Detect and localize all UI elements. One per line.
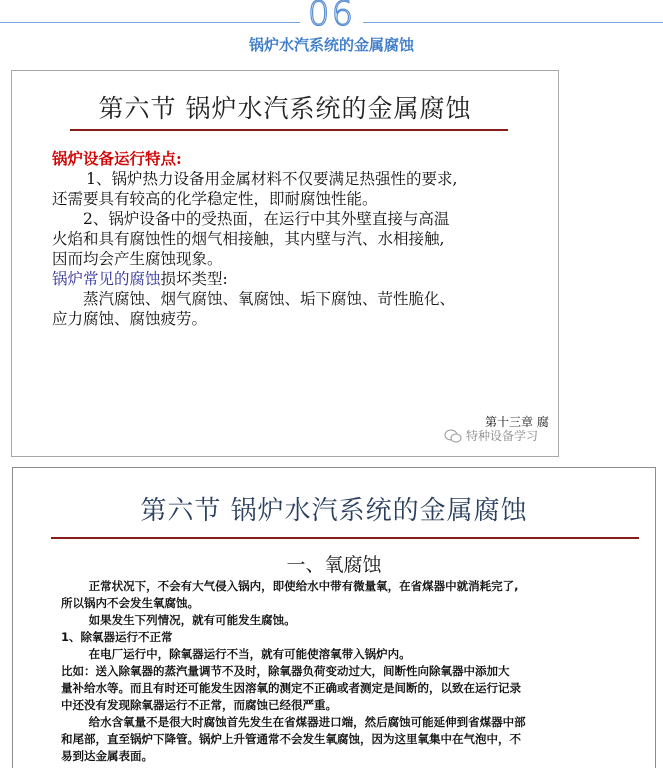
slide1-para1-line2: 还需要具有较高的化学稳定性，即耐腐蚀性能。 <box>52 190 378 208</box>
slide1-para2-line2: 火焰和具有腐蚀性的烟气相接触，其内壁与汽、水相接触, <box>52 230 445 248</box>
slide2-p1-line2: 所以锅内不会发生氧腐蚀。 <box>61 596 199 610</box>
slide2-p2: 如果发生下列情况，就有可能发生腐蚀。 <box>88 613 296 627</box>
slide1-types-heading <box>52 269 542 289</box>
slide1-title: 第六节 锅炉水汽系统的金属腐蚀 <box>98 94 472 123</box>
slide2-item1: 1、除氧器运行不正常 <box>61 630 173 644</box>
slide2-p3: 在电厂运行中，除氧器运行不当，就有可能使溶氧带入锅炉内。 <box>88 647 411 661</box>
slide1-types-line1: 蒸汽腐蚀、烟气腐蚀、氧腐蚀、垢下腐蚀、苛性脆化、 <box>83 290 456 308</box>
slide1-body <box>52 149 542 329</box>
slide-image-1 <box>11 70 559 457</box>
slide2-p5-line3: 易到达金属表面。 <box>61 749 153 763</box>
slide1-title-rule <box>70 129 508 131</box>
slide2-title: 第六节 锅炉水汽系统的金属腐蚀 <box>140 496 528 526</box>
slide1-heading: 锅炉设备运行特点: <box>52 149 182 168</box>
watermark-text: 特种设备学习 <box>466 429 539 443</box>
slide1-para2-line1: 2、锅炉设备中的受热面，在运行中其外壁直接与高温 <box>83 210 450 228</box>
article-header <box>0 0 663 62</box>
section-number: 06 <box>307 0 356 34</box>
slide2-p1-line1: 正常状况下，不会有大气侵入锅内，即使给水中带有微量氧，在省煤器中就消耗完了, <box>88 579 519 593</box>
slide1-para1-line1: 1、锅炉热力设备用金属材料不仅要满足热强性的要求, <box>86 170 458 188</box>
slide1-types-suffix: 损坏类型: <box>160 270 228 288</box>
slide1-para2-line3: 因而均会产生腐蚀现象。 <box>52 250 223 268</box>
watermark <box>444 427 538 444</box>
slide2-p5-line2: 和尾部，直至锅炉下降管。锅炉上升管通常不会发生氧腐蚀，因为这里氧集中在气泡中，不 <box>61 732 521 746</box>
slide2-p5-line1: 给水含氧量不是很大时腐蚀首先发生在省煤器进口端，然后腐蚀可能延伸到省煤器中部 <box>88 715 526 729</box>
wechat-icon <box>444 429 462 443</box>
slide2-p4-line3: 中还没有发现除氧器运行不正常，而腐蚀已经很严重。 <box>61 698 337 712</box>
slide2-p4-line2: 量补给水等。而且有时还可能发生因溶氧的测定不正确或者测定是间断的，以致在运行记录 <box>61 681 521 695</box>
slide-image-2 <box>12 467 656 768</box>
slide2-p4-line1: 比如：送入除氧器的蒸汽量调节不及时，除氧器负荷变动过大，间断性向除氧器中添加大 <box>61 664 510 678</box>
slide1-types-label: 锅炉常见的腐蚀 <box>52 270 161 288</box>
slide2-subtitle: 一、氧腐蚀 <box>286 554 382 576</box>
section-title: 锅炉水汽系统的金属腐蚀 <box>248 36 414 54</box>
slide2-title-rule <box>51 537 639 539</box>
slide1-types-line2: 应力腐蚀、腐蚀疲劳。 <box>52 310 208 328</box>
slide2-body <box>61 578 631 765</box>
slide1-footer: 第十三章 腐 <box>485 415 549 429</box>
